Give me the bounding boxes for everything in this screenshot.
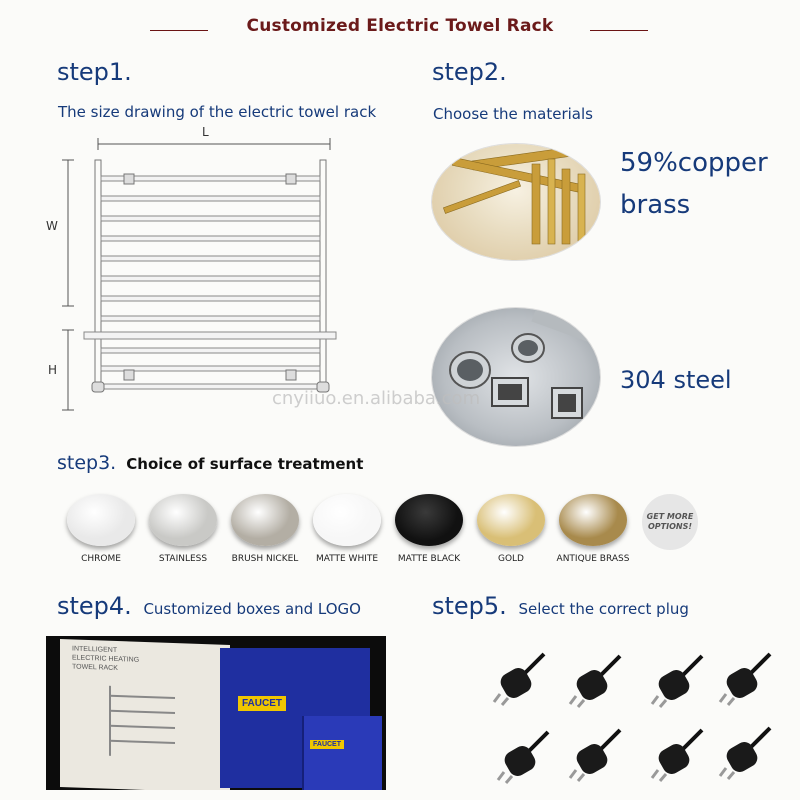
- plug-icon[interactable]: [718, 724, 774, 780]
- material-steel: 304 steel: [620, 366, 732, 394]
- finish-swatch-stainless[interactable]: [149, 494, 217, 546]
- finish-label: MATTE WHITE: [315, 554, 379, 564]
- finish-label: MATTE BLACK: [397, 554, 461, 564]
- finish-swatch-chrome[interactable]: [67, 494, 135, 546]
- step2-text: Choose the materials: [433, 105, 593, 123]
- steel-material-image: [432, 308, 600, 446]
- step1-text: The size drawing of the electric towel rack: [58, 103, 377, 121]
- box-text-2: ELECTRIC HEATING: [72, 654, 140, 664]
- finish-swatch-matte-black[interactable]: [395, 494, 463, 546]
- step4-text: Customized boxes and LOGO: [143, 600, 361, 618]
- finish-swatch-gold[interactable]: [477, 494, 545, 546]
- dim-h-label: H: [48, 363, 58, 377]
- plug-icon[interactable]: [650, 726, 706, 782]
- finish-label: GOLD: [497, 554, 524, 564]
- plug-icon[interactable]: [650, 652, 706, 708]
- faucet-logo-small: FAUCET: [310, 740, 344, 749]
- watermark: cnyiiuo.en.alibaba.com: [272, 388, 481, 409]
- box-text-1: INTELLIGENT: [72, 645, 118, 655]
- box-photo: [46, 636, 386, 790]
- page-title: Customized Electric Towel Rack: [246, 16, 554, 36]
- faucet-logo: FAUCET: [238, 696, 286, 711]
- box-text-3: TOWEL RACK: [72, 663, 118, 673]
- step2-label: step2.: [432, 58, 507, 86]
- finish-swatch-antique-brass[interactable]: [559, 494, 627, 546]
- material-brass-line2: brass: [620, 190, 691, 220]
- step4-label-text: step4.: [57, 592, 132, 620]
- step3-text: Choice of surface treatment: [126, 455, 364, 473]
- towel-rack-drawing: [40, 120, 360, 420]
- white-box: [60, 639, 230, 790]
- finish-swatch-brush-nickel[interactable]: [231, 494, 299, 546]
- step5-label-text: step5.: [432, 592, 507, 620]
- get-more-options-badge[interactable]: GET MORE OPTIONS!: [642, 494, 698, 550]
- finish-label: STAINLESS: [158, 554, 208, 564]
- step1-label: step1.: [57, 58, 132, 86]
- plug-icon[interactable]: [718, 650, 774, 706]
- finish-label: BRUSH NICKEL: [231, 554, 299, 564]
- plug-icon[interactable]: [496, 728, 552, 784]
- step5-text: Select the correct plug: [518, 600, 689, 618]
- material-brass-line1: 59%copper: [620, 148, 768, 178]
- plug-icon[interactable]: [568, 652, 624, 708]
- step3-label-text: step3.: [57, 452, 117, 474]
- finish-label: ANTIQUE BRASS: [556, 554, 630, 564]
- dim-w-label: W: [46, 219, 58, 233]
- finish-swatch-matte-white[interactable]: [313, 494, 381, 546]
- step3-label: [57, 452, 363, 474]
- step5-label: [432, 592, 689, 620]
- finish-label: CHROME: [81, 554, 121, 564]
- plug-icon[interactable]: [568, 726, 624, 782]
- plug-icon[interactable]: [492, 650, 548, 706]
- dim-l-label: L: [202, 125, 209, 139]
- step4-label: [57, 592, 361, 620]
- brass-material-image: [432, 144, 600, 260]
- blue-box-small: [304, 716, 382, 790]
